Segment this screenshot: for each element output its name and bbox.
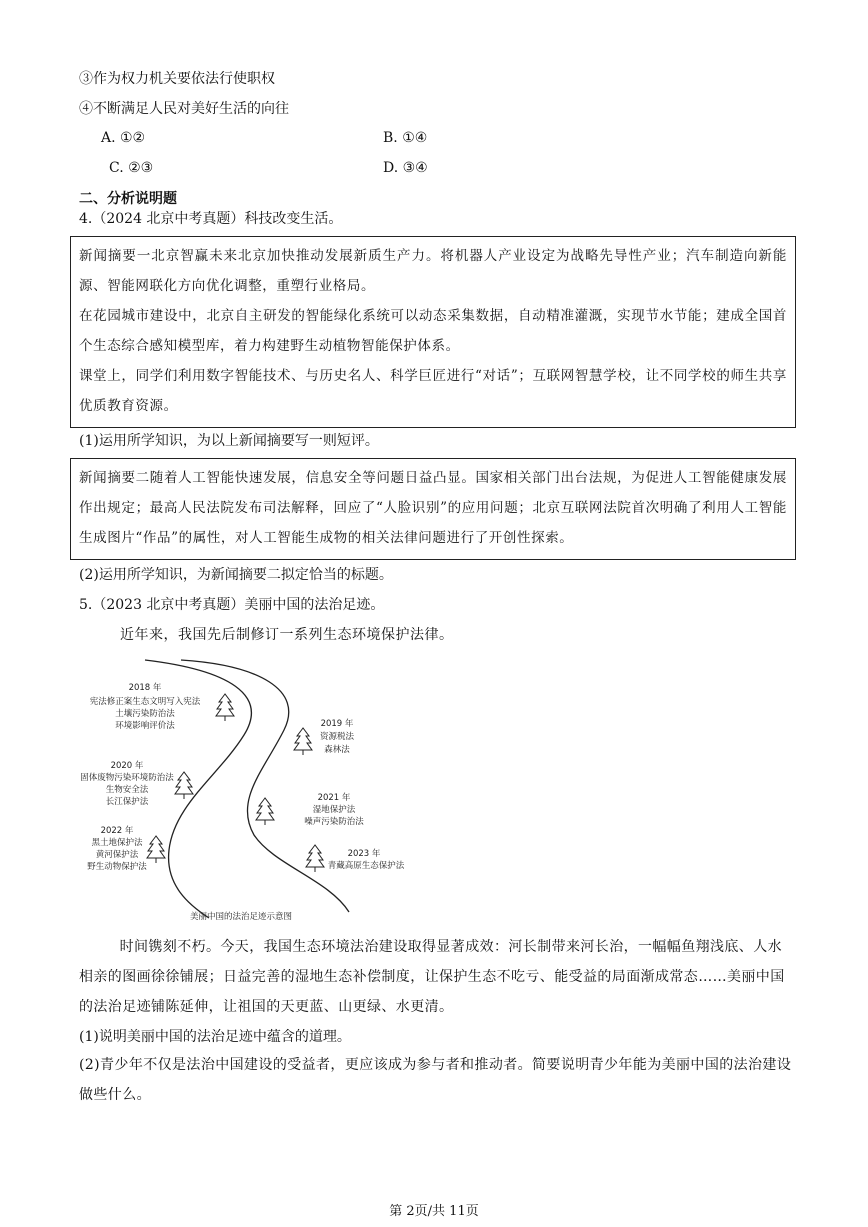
label-2023-year: 2023 年 bbox=[347, 849, 381, 859]
tree-icon bbox=[216, 694, 234, 721]
law-footprint-diagram bbox=[79, 650, 429, 925]
news1-para-1: 新闻摘要一北京智赢未来北京加快推动发展新质生产力。将机器人产业设定为战略先导性产业；汽车制造向新能源、智能网联化方向优化调整，重塑行业格局。 bbox=[79, 248, 787, 294]
tree-icon bbox=[306, 845, 324, 872]
label-2022-law-1: 黑土地保护法 bbox=[91, 838, 143, 848]
label-2021-law-1: 湿地保护法 bbox=[312, 805, 356, 815]
question-4-sub-2: (2)运用所学知识，为新闻摘要二拟定恰当的标题。 bbox=[79, 567, 393, 583]
choice-d: D. ③④ bbox=[383, 160, 428, 176]
label-2020-law-3: 长江保护法 bbox=[105, 797, 149, 807]
diagram-caption: 美丽中国的法治足迹示意图 bbox=[189, 912, 293, 922]
question-5-intro: 近年来，我国先后制修订一系列生态环境保护法律。 bbox=[120, 627, 454, 643]
tree-icon bbox=[147, 836, 165, 863]
option-item-3: ③作为权力机关要依法行使职权 bbox=[79, 71, 275, 87]
label-2018-law-3: 环境影响评价法 bbox=[115, 721, 175, 731]
section-title: 二、分析说明题 bbox=[79, 191, 177, 207]
news-box-1 bbox=[70, 236, 796, 428]
choice-c: C. ②③ bbox=[109, 160, 154, 176]
question-5-paragraph: 时间镌刻不朽。今天，我国生态环境法治建设取得显著成效：河长制带来河长治，一幅幅鱼翔浅底、人水相亲的图画徐徐铺展；日益完善的湿地生态补偿制度，让保护生态不吃亏、能受益的局面渐成常态……美丽中国的法治足迹铺陈延伸，让祖国的天更蓝、山更绿、水更清。 bbox=[79, 939, 785, 1015]
label-2021-law-2: 噪声污染防治法 bbox=[304, 817, 364, 827]
question-4-sub-1: (1)运用所学知识，为以上新闻摘要写一则短评。 bbox=[79, 433, 379, 449]
label-2018-law-2: 土壤污染防治法 bbox=[115, 709, 175, 719]
tree-icon bbox=[256, 798, 274, 825]
label-2019-law-2: 森林法 bbox=[324, 745, 350, 755]
news-box-2 bbox=[70, 458, 796, 560]
news1-para-2: 在花园城市建设中，北京自主研发的智能绿化系统可以动态采集数据，自动精准灌溉，实现节水节能；建成全国首个生态综合感知模型库，着力构建野生动植物智能保护体系。 bbox=[79, 308, 787, 354]
label-2022-law-3: 野生动物保护法 bbox=[87, 862, 147, 872]
question-5-sub-1: (1)说明美丽中国的法治足迹中蕴含的道理。 bbox=[79, 1029, 351, 1045]
choice-a: A. ①② bbox=[101, 130, 146, 146]
label-2019-law-1: 资源税法 bbox=[319, 732, 355, 742]
option-item-4: ④不断满足人民对美好生活的向往 bbox=[79, 101, 289, 117]
news2-para: 新闻摘要二随着人工智能快速发展，信息安全等问题日益凸显。国家相关部门出台法规，为促进人工智能健康发展作出规定；最高人民法院发布司法解释，回应了“人脸识别”的应用问题；北京互联网法院首次明确了利用人工智能生成图片“作品”的属性，对人工智能生成物的相关法律问题进行了开创性探索。 bbox=[79, 470, 787, 546]
question-5-stem: 5.（2023 北京中考真题）美丽中国的法治足迹。 bbox=[79, 597, 385, 613]
label-2018-year: 2018 年 bbox=[128, 683, 162, 693]
road-right-edge bbox=[181, 660, 349, 912]
label-2022-law-2: 黄河保护法 bbox=[95, 850, 139, 860]
label-2022-year: 2022 年 bbox=[100, 826, 134, 836]
label-2018-law-1: 宪法修正案生态文明写入宪法 bbox=[89, 697, 201, 707]
label-2020-law-2: 生物安全法 bbox=[105, 785, 149, 795]
label-2021-year: 2021 年 bbox=[317, 793, 351, 803]
tree-icon bbox=[175, 772, 193, 799]
label-2020-year: 2020 年 bbox=[110, 761, 144, 771]
page-footer: 第 2页/共 11页 bbox=[389, 1204, 479, 1219]
question-4-stem: 4.（2024 北京中考真题）科技改变生活。 bbox=[79, 211, 343, 227]
tree-icon bbox=[294, 728, 312, 755]
question-5-sub-2: (2)青少年不仅是法治中国建设的受益者，更应该成为参与者和推动者。简要说明青少年能为美丽中国的法治建设做些什么。 bbox=[79, 1057, 792, 1103]
label-2019-year: 2019 年 bbox=[320, 719, 354, 729]
label-2020-law-1: 固体废物污染环境防治法 bbox=[80, 773, 174, 783]
news1-para-3: 课堂上，同学们利用数字智能技术、与历史名人、科学巨匠进行“对话”；互联网智慧学校，让不同学校的师生共享优质教育资源。 bbox=[79, 368, 787, 414]
choice-b: B. ①④ bbox=[383, 130, 428, 146]
label-2023-law-1: 青藏高原生态保护法 bbox=[327, 861, 405, 871]
